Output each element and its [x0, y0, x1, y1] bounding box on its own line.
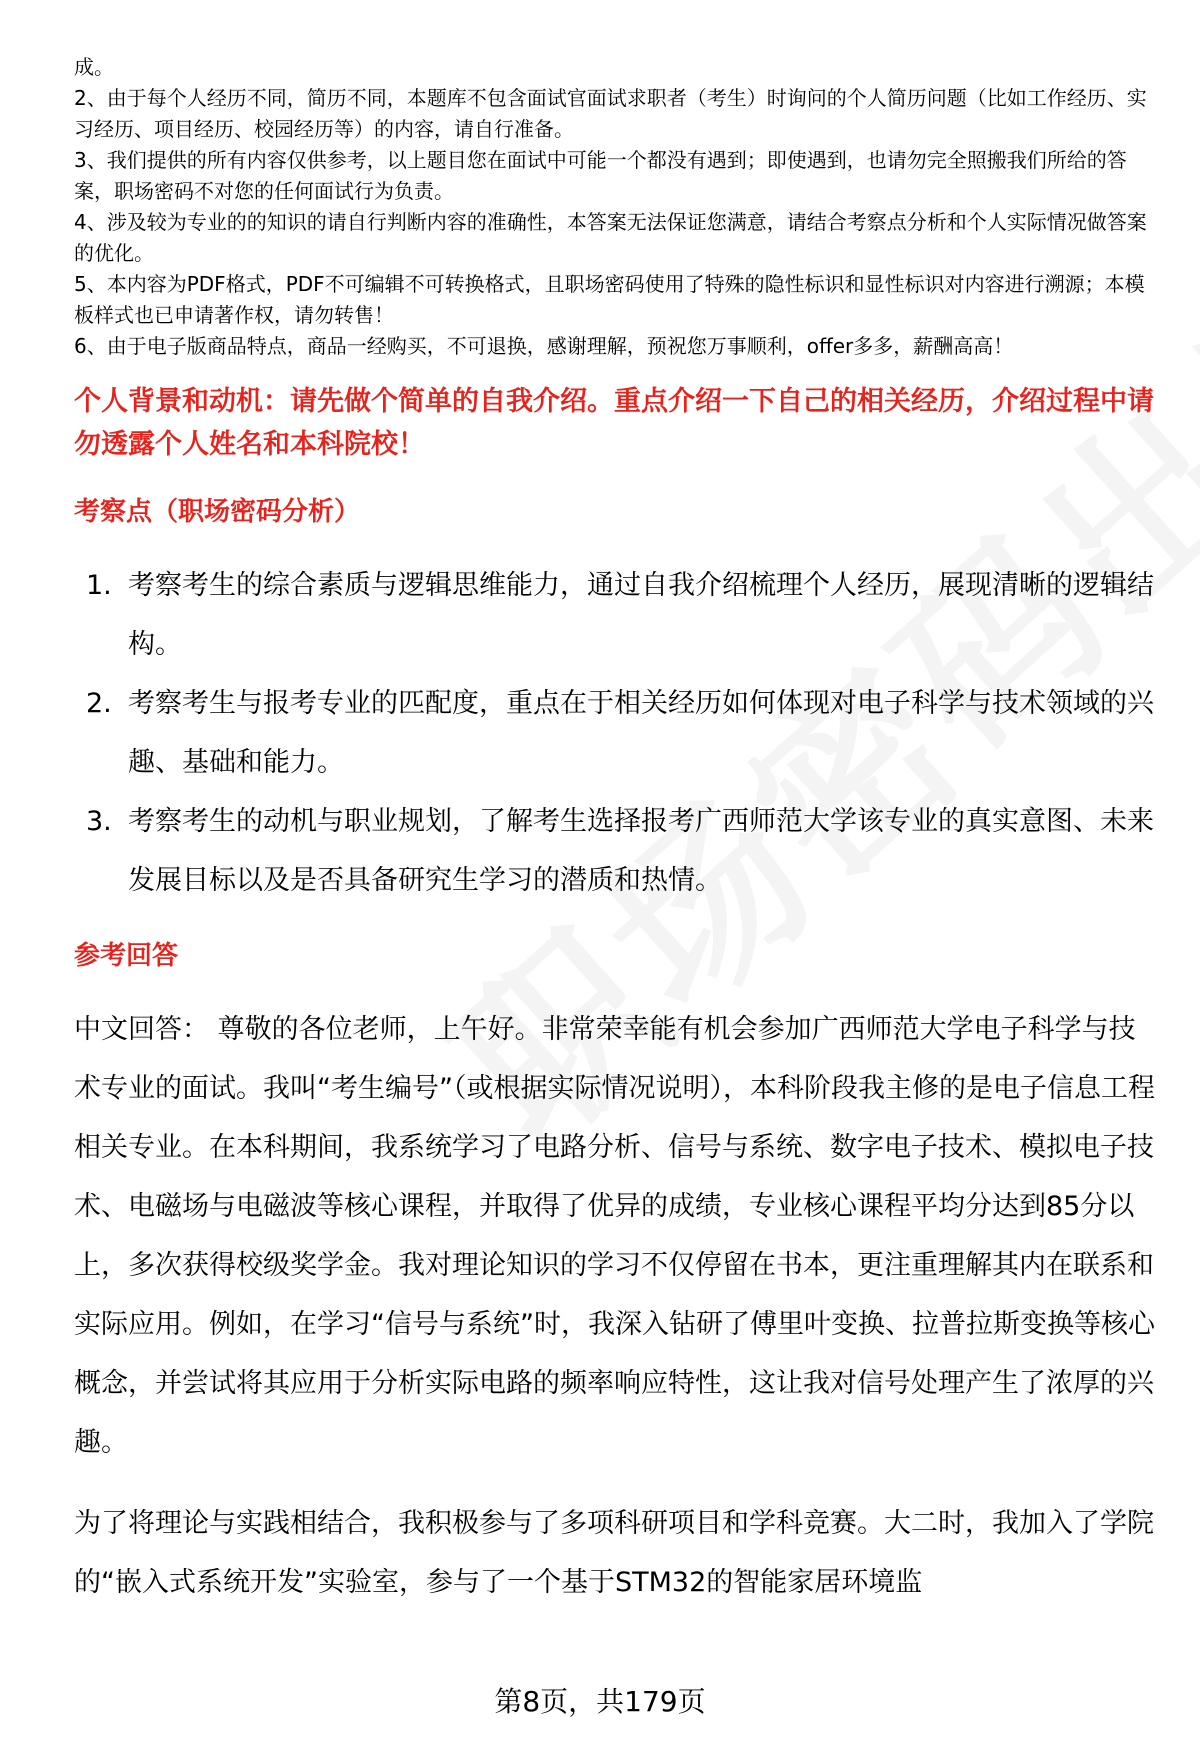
- analysis-point: [74, 674, 1158, 792]
- answer-paragraph: 中文回答： 尊敬的各位老师，上午好。非常荣幸能有机会参加广西师范大学电子科学与技术专业的面试。我叫“考生编号”（或根据实际情况说明），本科阶段我主修的是电子信息工程相关专业。在本科期间，我系统学习了电路分析、信号与系统、数字电子技术、模拟电子技术、电磁场与电磁波等核心课程，并取得了优异的成绩，专业核心课程平均分达到85分以上，多次获得校级奖学金。我对理论知识的学习不仅停留在书本，更注重理解其内在联系和实际应用。例如，在学习“信号与系统”时，我深入钻研了傅里叶变换、拉普拉斯变换等核心概念，并尝试将其应用于分析实际电路的频率响应特性，这让我对信号处理产生了浓厚的兴趣。: [74, 1014, 1155, 1458]
- note-item: 2、由于每个人经历不同，简历不同，本题库不包含面试官面试求职者（考生）时询问的个人简历问题（比如工作经历、实习经历、项目经历、校园经历等）的内容，请自行准备。: [74, 86, 1147, 141]
- note-item: 4、涉及较为专业的的知识的请自行判断内容的准确性，本答案无法保证您满意，请结合考察点分析和个人实际情况做答案的优化。: [74, 210, 1147, 265]
- analysis-title: 考察点（职场密码分析）: [74, 497, 361, 527]
- answer-paragraph: 为了将理论与实践相结合，我积极参与了多项科研项目和学科竞赛。大二时，我加入了学院的“嵌入式系统开发”实验室，参与了一个基于STM32的智能家居环境监: [74, 1508, 1154, 1598]
- analysis-point: [74, 556, 1158, 674]
- note-item: 3、我们提供的所有内容仅供参考，以上题目您在面试中可能一个都没有遇到；即使遇到，也请勿完全照搬我们所给的答案，职场密码不对您的任何面试行为负责。: [74, 148, 1127, 203]
- point-text: 考察考生的综合素质与逻辑思维能力，通过自我介绍梳理个人经历，展现清晰的逻辑结构。: [128, 570, 1154, 660]
- notes-list: [74, 52, 1158, 362]
- point-number: 2.: [86, 688, 112, 719]
- note-item: 6、由于电子版商品特点，商品一经购买，不可退换，感谢理解，预祝您万事顺利，offer多多，薪酬高高！: [74, 334, 1014, 358]
- analysis-points: [74, 556, 1158, 910]
- point-text: 考察考生的动机与职业规划，了解考生选择报考广西师范大学该专业的真实意图、未来发展目标以及是否具备研究生学习的潜质和热情。: [128, 806, 1154, 896]
- point-number: 1.: [86, 570, 112, 601]
- note-item: 5、本内容为PDF格式，PDF不可编辑不可转换格式，且职场密码使用了特殊的隐性标识和显性标识对内容进行溯源；本模板样式也已申请著作权，请勿转售！: [74, 272, 1145, 327]
- document-page: [74, 52, 1158, 1612]
- analysis-point: [74, 792, 1158, 910]
- note-item: 成。: [74, 55, 114, 79]
- answer-body: [74, 1000, 1158, 1612]
- answer-title: 参考回答: [74, 941, 179, 971]
- question-heading: 个人背景和动机：请先做个简单的自我介绍。重点介绍一下自己的相关经历，介绍过程中请勿透露个人姓名和本科院校！: [74, 386, 1154, 460]
- point-text: 考察考生与报考专业的匹配度，重点在于相关经历如何体现对电子科学与技术领域的兴趣、基础和能力。: [128, 688, 1154, 778]
- point-number: 3.: [86, 806, 112, 837]
- page-footer: 第8页，共179页: [494, 1685, 706, 1718]
